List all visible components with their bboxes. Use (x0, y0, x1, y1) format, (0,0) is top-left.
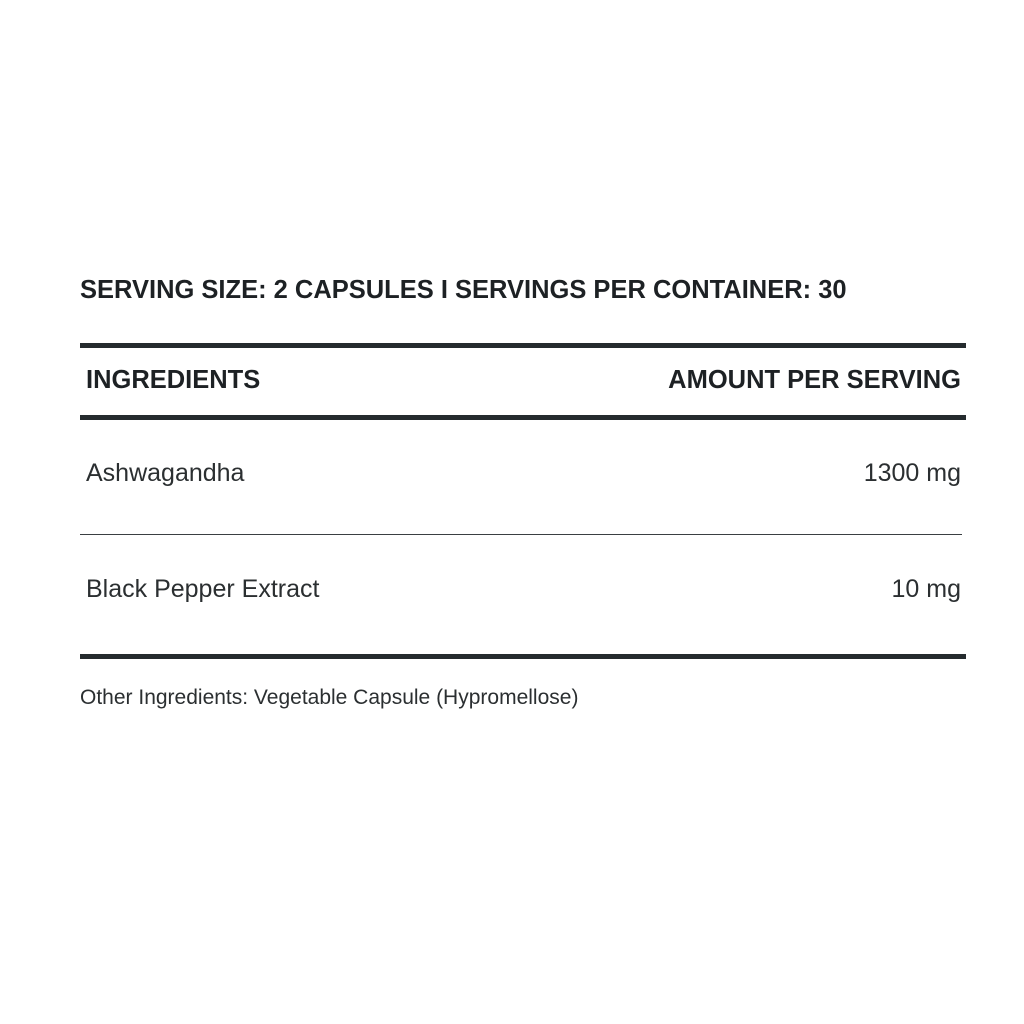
table-row (86, 575, 961, 604)
table-row (86, 459, 961, 488)
header-divider (80, 415, 966, 420)
other-ingredients-note: Other Ingredients: Vegetable Capsule (Hypromellose) (80, 686, 579, 709)
serving-info: SERVING SIZE: 2 CAPSULES I SERVINGS PER CONTAINER: 30 (80, 276, 847, 304)
top-divider (80, 343, 966, 348)
row-divider (80, 534, 962, 535)
bottom-divider (80, 654, 966, 659)
ingredients-column-header: INGREDIENTS (86, 366, 261, 394)
ingredient-name: Ashwagandha (86, 459, 245, 487)
amount-column-header: AMOUNT PER SERVING (668, 366, 961, 394)
ingredient-amount: 10 mg (891, 575, 961, 603)
ingredient-amount: 1300 mg (863, 459, 961, 487)
ingredient-name: Black Pepper Extract (86, 575, 320, 603)
supplement-facts-panel (80, 0, 966, 1024)
table-header (86, 366, 961, 395)
